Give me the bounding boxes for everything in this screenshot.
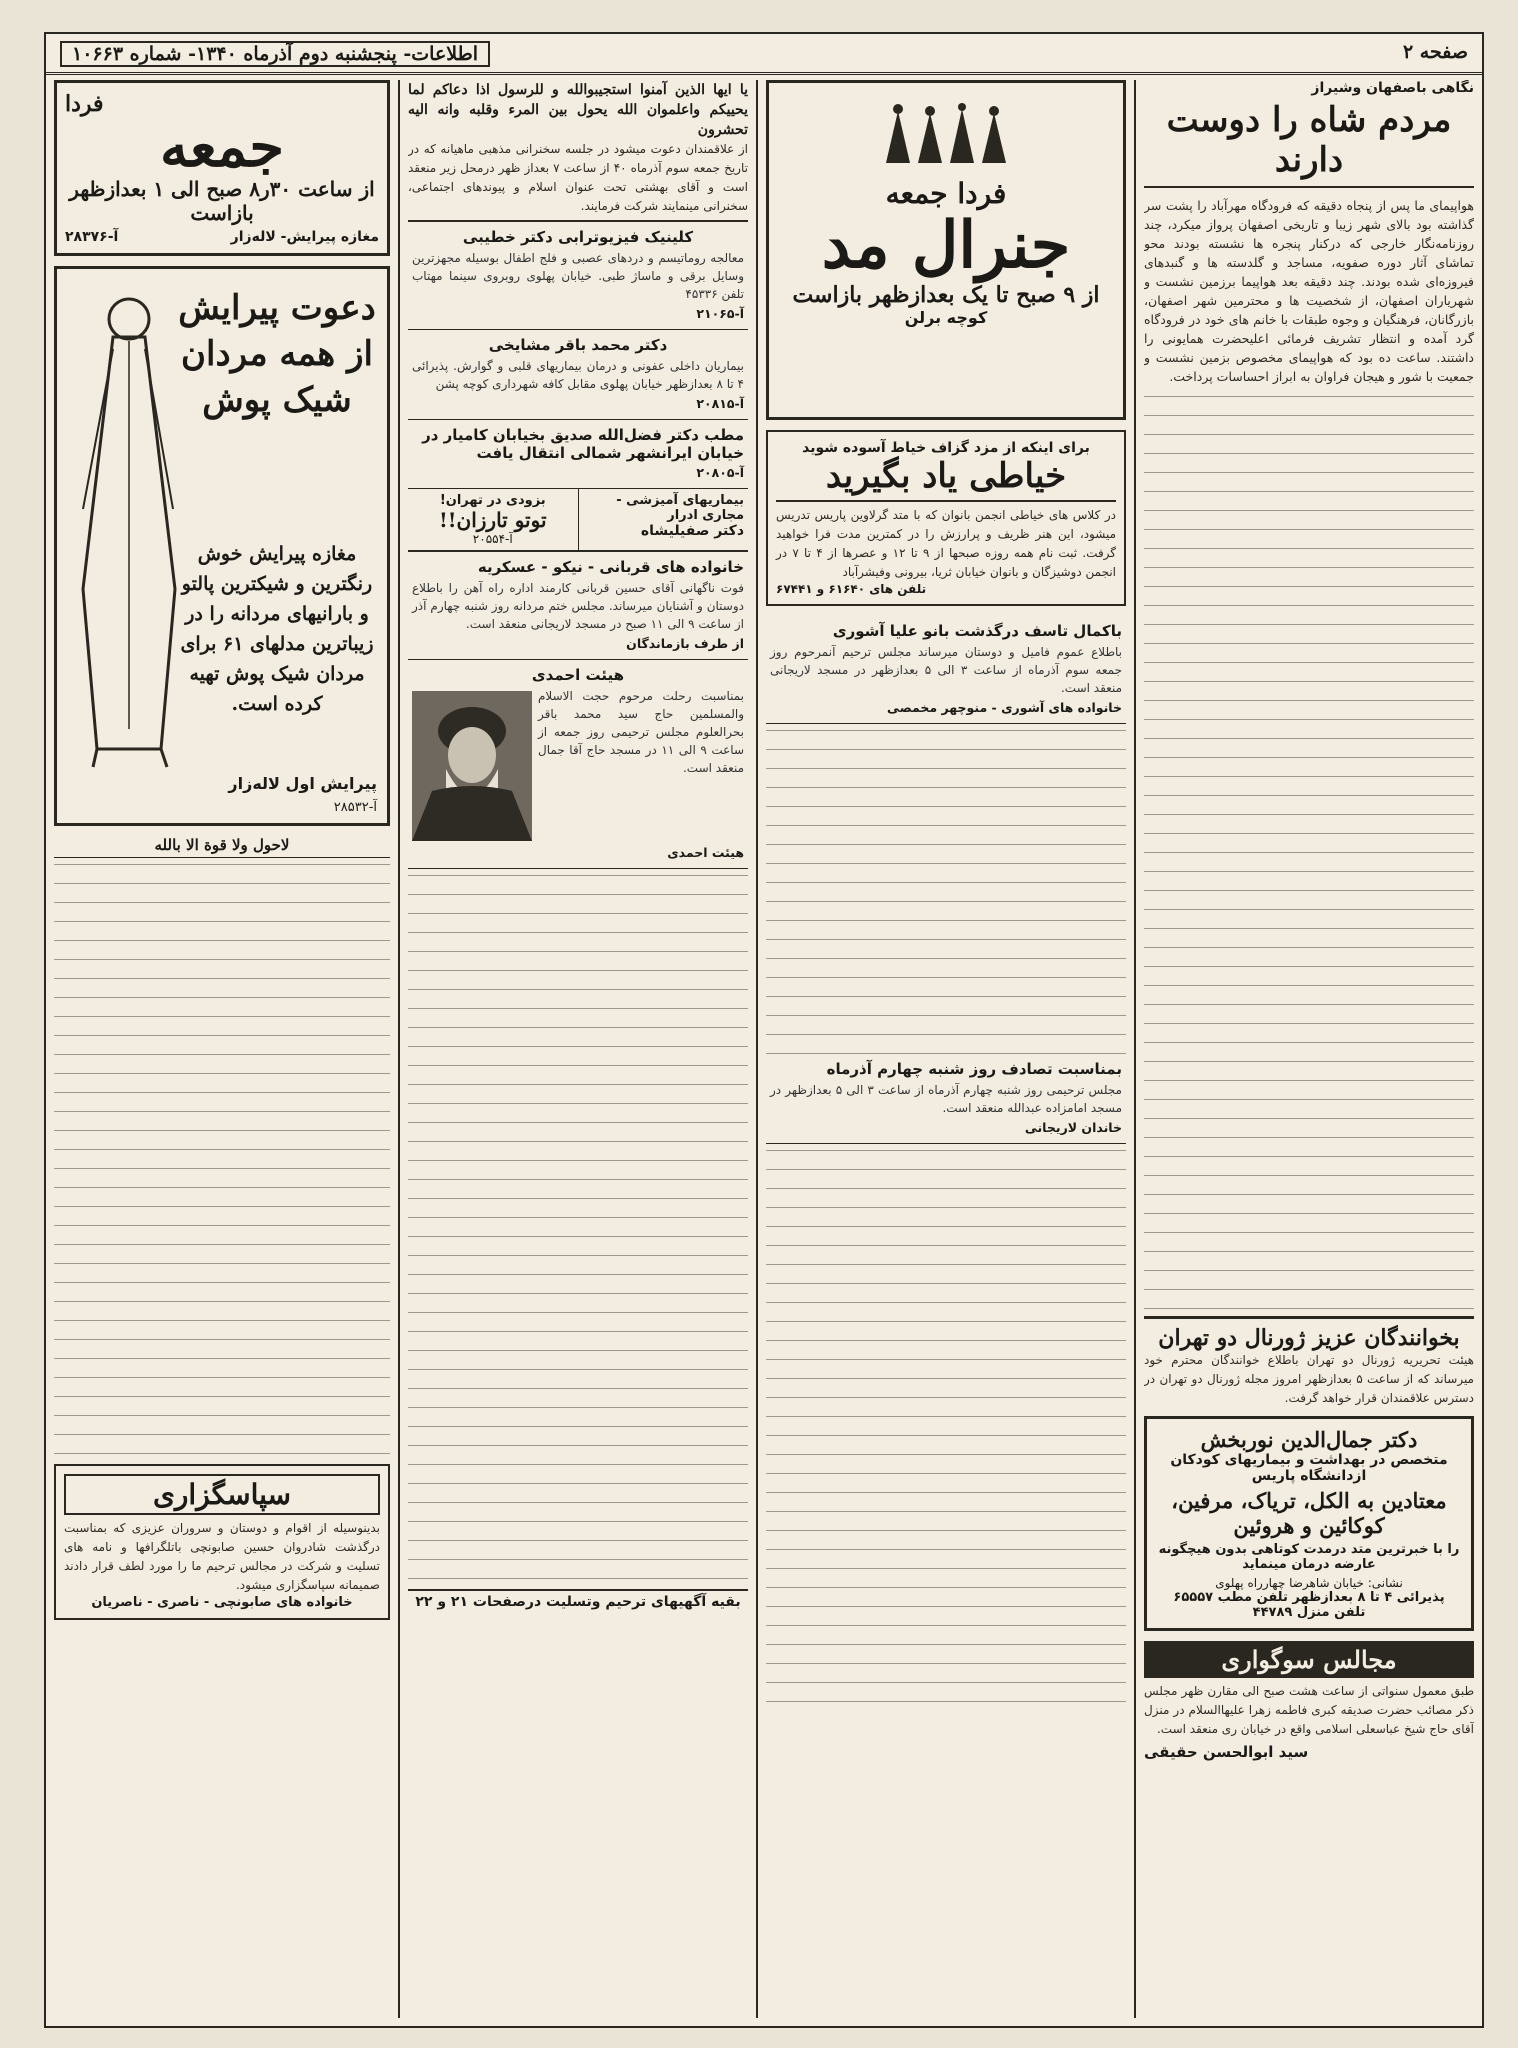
mourning-section [1144,1641,1474,1761]
obituary-foot: از طرف بازماندگان [626,636,744,651]
ceremony-notice: از علاقمندان دعوت میشود در جلسه سخنرانی مذهبی ماهیانه که در تاریخ جمعه سوم آذرماه ۴۰ از ساعت ۷ بعداز ظهر درمحل زیر منعقد است و آقای بهشتی تحت عنوان اسلام و پیوندهای اجتماعی، سخنرانی مینمایند شرکت فرمایند. [408,140,748,222]
figures-illustration [876,103,1016,163]
column-rule [398,80,400,2018]
obituary-filler-text [54,858,390,1458]
obituary-foot: خاندان لاریجانی [1024,1120,1122,1135]
obituary-title: بمناسبت تصادف روز شنبه چهارم آذرماه [826,1060,1122,1078]
notices-column [408,80,748,2018]
general-mod-hours: از ۹ صبح تا یک بعدازظهر بازاست [792,282,1100,308]
newspaper-page [44,32,1484,2028]
obituary-foot: خانواده های آشوری - منوچهر مخمصی [887,700,1122,715]
clinic-ad [408,222,748,330]
obituary-notice [408,660,748,869]
journal-notice-body: هیئت تحریریه ژورنال دو تهران باطلاع خوانندگان محترم خود میرساند که از ساعت ۵ بعدازظهر امروز مجله ژورنال دو تهران در دسترس علاقمندان قرار خواهد گرفت. [1144,1353,1474,1405]
lead-kicker: نگاهی باصفهان وشیراز [1311,80,1474,96]
fashion-body: مغازه پیرایش خوش رنگترین و شیکترین پالتو و بارانیهای مردانه را در زیباترین مدلهای ۶۱ برای مردان شیک پوش تهیه کرده است. [180,543,374,715]
tailoring-lead: برای اینکه از مزد گزاف خیاط آسوده شوید [802,440,1090,456]
obituary-title: هیئت احمدی [531,666,625,684]
obituary-title: خانواده های قربانی - نیکو - عسکریه [477,558,744,576]
journal-notice [1144,1316,1474,1408]
doctor-name: دکتر جمال‌الدین نوربخش [1200,1427,1418,1452]
page-header [46,34,1482,75]
tailoring-ad [766,430,1126,606]
column-rule [756,80,758,2018]
clinic-code: آ-۲۱۰۶۵ [696,306,744,321]
tailoring-headline: خیاطی یاد بگیرید [776,456,1116,502]
doctor-treatment: معتادین به الکل، تریاک، مرفین، کوکائین و هروئین [1171,1488,1447,1538]
clinic-body: معالجه روماتیسم و دردهای عصبی و فلج اطفال بوسیله مجهزترین وسایل برقی و ماساژ طبی. خیابان پهلوی روبروی سینما مهتاب تلفن ۴۵۳۳۶ [412,251,744,301]
journal-notice-headline: بخوانندگان عزیز ژورنال دو تهران [1158,1325,1460,1351]
small-ad-code: آ-۲۰۵۵۴ [472,532,513,546]
obituary-body: فوت ناگهانی آقای حسین قربانی کارمند اداره راه آهن را باطلاع دوستان و آشنایان میرساند. مجلس ختم مردانه روز شنبه چهارم آذر از ساعت ۹ الی ۱۱ صبح در مسجد لاریجانی منعقد است. [412,581,744,631]
small-ad [408,489,578,550]
obituary-body: باطلاع عموم فامیل و دوستان میرساند مجلس ترحیم آنمرحوم روز جمعه سوم آذرماه از ساعت ۳ الی ۵ بعدازظهر در مسجد لاریجانی منعقد است. [770,645,1122,695]
thanks-notice [54,1464,390,1620]
general-mod-address: کوچه برلن [904,308,988,327]
clinic-body: بیماریان داخلی عفونی و درمان بیماریهای قلبی و گوارش. پذیرائی ۴ تا ۸ بعدازظهر خیابان پهلوی مقابل کافه شهرداری کوچه پشن [412,359,744,391]
mourning-body: طبق معمول سنواتی از ساعت هشت صبح الی مقارن ظهر مجلس ذکر مصائب حضرت صدیقه کبری فاطمه زهرا علیهاالسلام در منزل آقای حاج شیخ عباسعلی اسلامی واقع در خیابان ری منعقد است. [1144,1684,1474,1736]
doctor-university: ازدانشگاه پاریس [1251,1468,1367,1484]
general-mod-brand: جنرال مد [821,208,1071,283]
doctor-address: نشانی: خیابان شاهرضا چهارراه پهلوی [1215,1576,1403,1590]
general-mod-ad [766,80,1126,420]
clinic-code: آ-۲۰۸۱۵ [696,396,744,411]
friday-code: آ-۲۸۳۷۶ [65,229,119,245]
clinic-ad [408,330,748,420]
doctor-ad [1144,1416,1474,1631]
mourning-headline: مجالس سوگواری [1144,1641,1474,1678]
tailoring-phone: تلفن های ۶۱۶۴۰ و ۶۷۴۴۱ [776,582,927,596]
friday-shop: مغازه پیرایش- لاله‌زار [230,229,379,245]
obituary-notice [766,616,1126,724]
friday-ad [54,80,390,256]
doctor-specialty: متخصص در بهداشت و بیماریهای کودکان [1170,1452,1448,1468]
friday-hours: از ساعت ۳۰ر۸ صبح الی ۱ بعدازظهر بازاست [69,177,375,225]
obituary-notice [766,1054,1126,1144]
obituary-body: مجلس ترحیمی روز شنبه چهارم آذرماه از ساعت ۳ الی ۵ بعدازظهر در مسجد امامزاده عبدالله منعقد است. [770,1083,1122,1115]
page-number: صفحه ۲ [1402,41,1468,63]
small-ad-headline: دکتر صفیلیشاه [640,523,744,539]
thanks-headline: سپاسگزاری [64,1474,380,1515]
obituary-filler-text [408,869,748,1589]
obituary-filler-text [766,1144,1126,1704]
doctor-home-phone: تلفن منزل ۴۴۷۸۹ [1252,1605,1366,1620]
man-in-coat-illustration [63,289,193,769]
obituary-body: بمناسبت رحلت مرحوم حجت الاسلام والمسلمین حاج سید محمد باقر بحرالعلوم مجلس ترحیمی روز جمعه از ساعت ۹ الی ۱۱ در مسجد حاج آقا جمال منعقد است. [538,689,745,775]
fashion-code: آ-۲۸۵۳۲ [333,800,377,815]
small-ads-row [408,489,748,552]
small-ad-headline: توتو تارزان!! [438,508,547,532]
bottom-note: بقیه آگهیهای ترحیم وتسلیت درصفحات ۲۱ و ۲۲ [408,1589,748,1610]
clinic-code: آ-۲۰۸۰۵ [696,465,744,480]
tailoring-body: در کلاس های خیاطی انجمن بانوان که با متد گرلاوین پاریس تدریس میشود، این هنر ظریف و پرارزش را در کمترین مدت فرا خواهید گرفت. ثبت نام همه روزه صبحها از ۹ تا ۱۲ و عصرها از ۴ تا ۷ در انجمن دوشیزگان و بانوان خیابان ثریا، بیرونی وفیشرآباد [776,508,1117,579]
clinic-title: مطب دکتر فضل‌الله صدیق بخیابان کامیار در خیابان ایرانشهر شمالی انتقال یافت [422,426,744,462]
obituary-title: باکمال تاسف درگذشت بانو علیا آشوری [832,622,1122,640]
portrait-photo [412,691,532,841]
friday-kicker: فردا [65,91,104,117]
fashion-ad [54,266,390,826]
clinic-title: کلینیک فیزیوترابی دکتر خطیبی [462,228,694,246]
clinic-ad [408,420,748,489]
ads-obituary-column [766,80,1126,2018]
column-rule [1134,80,1136,2018]
obituary-filler-text [766,724,1126,1054]
fashion-footer: پیرایش اول لاله‌زار [228,774,377,793]
obituary-section-title: لاحول ولا قوة الا بالله [54,836,390,858]
mourning-signature: سید ابوالحسن حقیقی [1144,1743,1309,1761]
doctor-note: را با خبرترین متد درمدت کوتاهی بدون هیچگونه عارضه درمان مینماید [1158,1542,1460,1572]
lead-continued-text [1144,390,1474,1310]
fashion-headline: دعوت پیرایش از همه مردان شیک پوش [178,288,376,420]
issue-date: اطلاعات- پنجشنبه دوم آذرماه ۱۳۴۰- شماره ۱۰۶۶۳ [60,41,490,67]
quran-quote: یا ایها الذین آمنوا استجیبوالله و للرسول اذا دعاکم لما یحییکم واعلموان الله یحول بین المرء وقلبه وانه الیه تحشرون [408,82,748,138]
small-ad-title: بیماریهای آمیزشی - مجاری ادرار [616,493,744,523]
clinic-title: دکتر محمد باقر مشایخی [488,336,668,354]
thanks-body: بدینوسیله از اقوام و دوستان و سروران عزیزی که بمناسبت درگذشت شادروان حسین صابونچی باتلگرافها و نامه های تسلیت و شرکت در مجالس ترحیم ما را مورد لطف قرار دادند صمیمانه سپاسگزاری میشود. [64,1521,380,1592]
thanks-foot: خانواده های صابونچی - ناصری - ناصریان [91,1595,353,1610]
doctor-hours: پذیرائی ۴ تا ۸ بعدازظهر تلفن مطب ۶۵۵۵۷ [1173,1590,1445,1605]
obituary-notice [408,552,748,660]
lead-body: هواپیمای ما پس از پنجاه دقیقه که فرودگاه مهرآباد را پشت سر گذاشته بود بالای شهر زیبا و تاریخی اصفهان پرواز میکرد، چند روزنامه‌نگار خارجی که درکنار پنجره ها نشسته بودند محو تماشای آثار دوره صفویه، مساجد و گلدسته ها و گنبدهای فیروزه‌ای شده بودند. چند دقیقه بعد هواپیما برزمین نشست و شهریاران اصفهان، از شخصیت ها و محترمین شهر اصفهان، بازرگانان، فرهنگیان و وجوه طبقات با خانم های خود در فرودگاه گرد آمده و انتظار تشریف فرمائی اعلیحضرت همایونی را داشتند. ساعت ده بود که هواپیمای مخصوص بزمین نشست و جمعیت با شور و هیجان فراوان به ابراز احساسات پرداخت. [1144,198,1474,384]
small-ad [578,489,749,550]
obituary-foot: هیئت احمدی [667,845,744,860]
lead-article-column [1144,80,1474,2018]
general-mod-line1: فردا جمعه [885,177,1007,210]
lead-headline: مردم شاه را دوست دارند [1144,100,1474,188]
friday-headline: جمعه [159,114,285,180]
small-ad-title: بزودی در تهران! [439,493,546,508]
fashion-ads-column [54,80,390,2018]
